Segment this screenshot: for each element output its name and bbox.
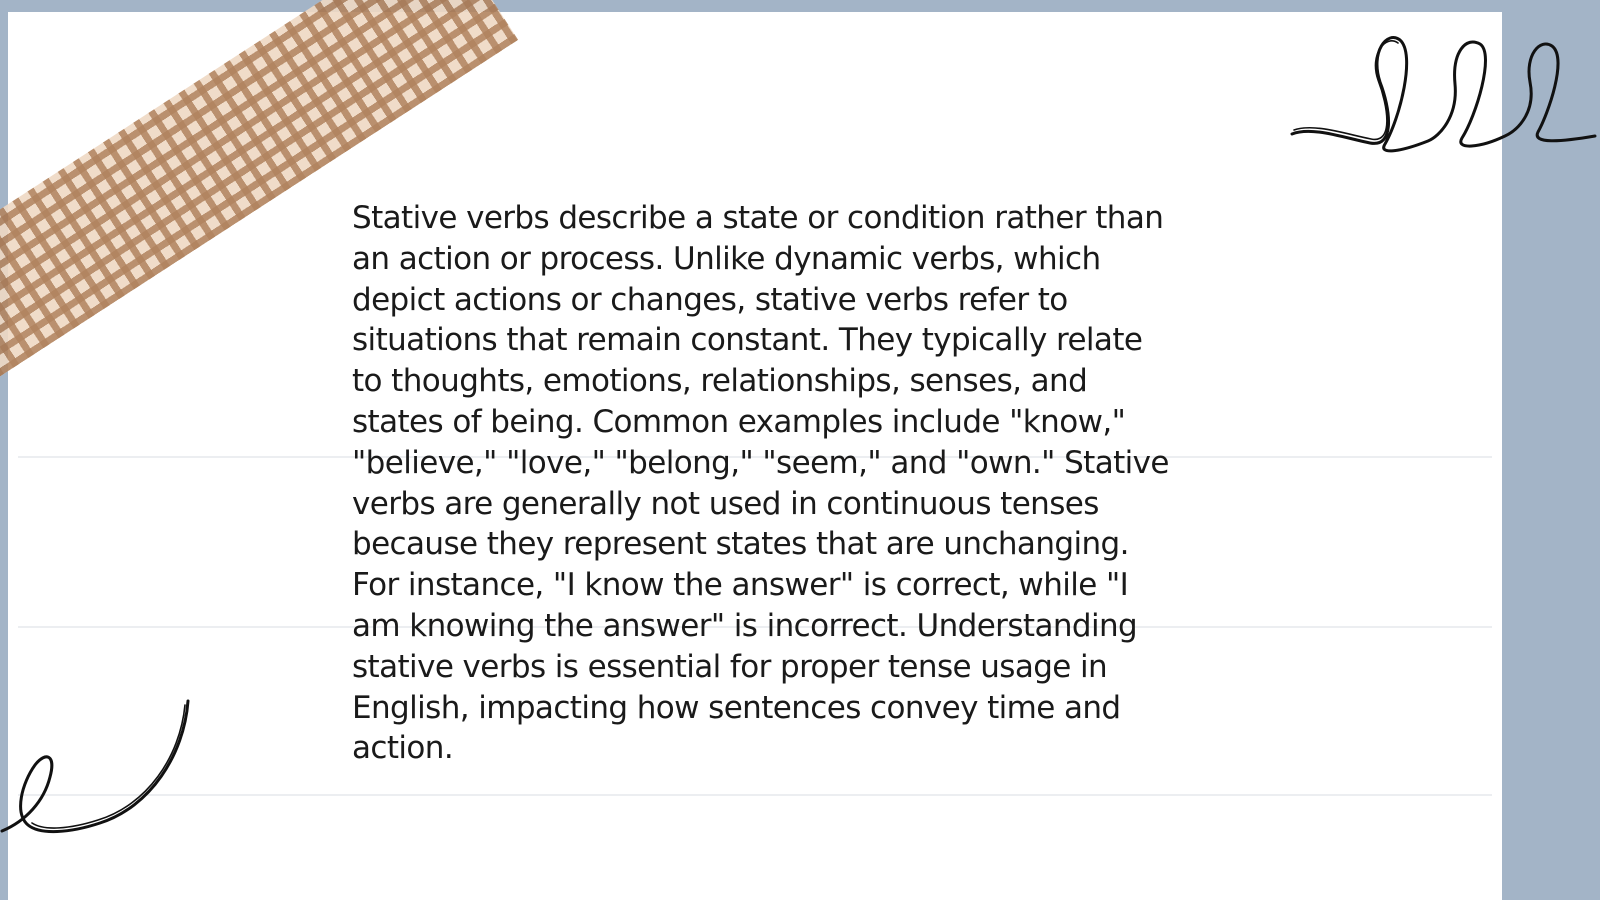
ruled-line <box>18 794 1492 796</box>
body-paragraph: Stative verbs describe a state or condition rather than an action or process. Unlike dynamic verbs, which depict actions or changes, stative verbs refer to situations that remain constant. They typically relate to thoughts, emotions, relationships, senses, and states of being. Common examples include "know," "believe," "love," "belong," "seem," and "own." Stative verbs are generally not used in continuous tenses because they represent states that are unchanging. For instance, "I know the answer" is correct, while "I am knowing the answer" is incorrect. Understanding stative verbs is essential for proper tense usage in English, impacting how sentences convey time and action. <box>352 200 1169 767</box>
